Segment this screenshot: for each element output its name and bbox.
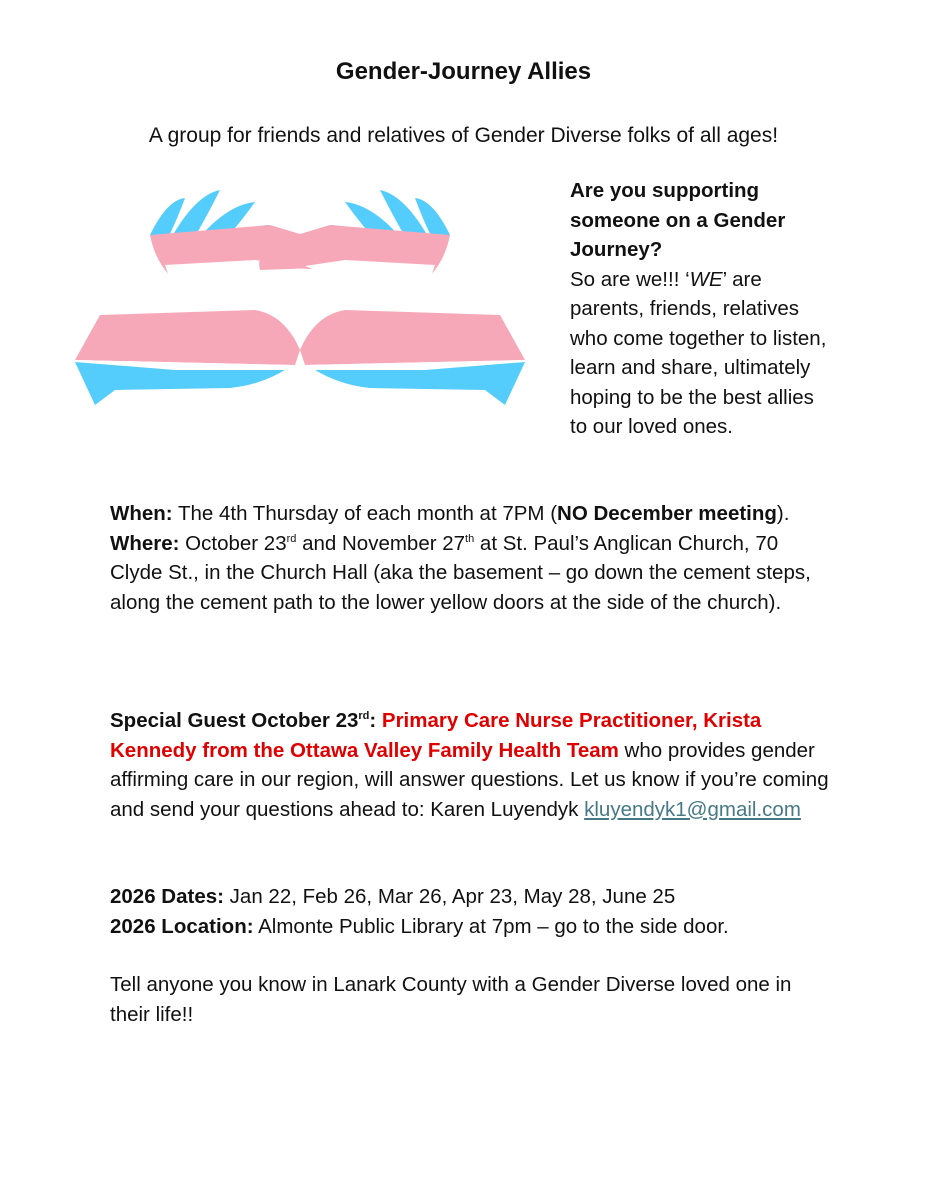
special-guest-label: Special Guest October 23rd:	[110, 709, 377, 732]
where-label: Where:	[110, 531, 180, 555]
when-label: When:	[110, 502, 173, 525]
schedule-section	[110, 882, 830, 941]
no-december-note: NO December meeting	[557, 502, 777, 525]
guest-name: Primary Care Nurse Practitioner, Krista Kennedy from the Ottawa Valley Family Health Team	[110, 709, 762, 762]
email-link[interactable]: kluyendyk1@gmail.com	[584, 797, 801, 821]
we-emphasis: WE	[689, 267, 723, 291]
bottom-right-hand	[300, 310, 525, 405]
page-title: Gender-Journey Allies	[335, 58, 592, 85]
dates-line: 2026 Dates: Jan 22, Feb 26, Mar 26, Apr 23, May 28, June 25	[110, 885, 676, 908]
when-line: When: The 4th Thursday of each month at 7PM (NO December meeting).	[110, 502, 790, 525]
subtitle: A group for friends and relatives of Gender Diverse folks of all ages!	[148, 124, 779, 147]
when-where-section	[110, 499, 830, 617]
dates-label: 2026 Dates:	[110, 885, 224, 908]
intro-heading: Are you supporting someone on a Gender Journey?	[570, 179, 786, 261]
special-guest-section	[110, 706, 830, 824]
location-line: 2026 Location: Almonte Public Library at 7pm – go to the side door.	[110, 914, 729, 938]
intro-text: So are we!!! ‘WE’ are parents, friends, relatives who come together to listen, learn and share, ultimately hoping to be the best allies to our loved ones.	[570, 267, 827, 438]
bottom-left-hand	[75, 310, 300, 405]
closing-section	[110, 970, 830, 1029]
intro-section	[570, 176, 830, 442]
heart-hands-illustration	[55, 180, 545, 450]
special-guest-paragraph: Special Guest October 23rd: Primary Care Nurse Practitioner, Krista Kennedy from the Ottawa Valley Family Health Team who provides gender affirming care in our region, will answer questions. Let us know if you’re coming and send your questions ahead to: Karen Luyendyk kluyendyk1@gmail.com	[110, 709, 829, 821]
where-line: Where: October 23rd and November 27th at St. Paul’s Anglican Church, 70 Clyde St., in the Church Hall (aka the basement – go down the cement steps, along the cement path to the lower yellow doors at the side of the church).	[110, 531, 811, 614]
closing-text: Tell anyone you know in Lanark County with a Gender Diverse loved one in their life!!	[110, 973, 792, 1026]
location-label: 2026 Location:	[110, 914, 254, 938]
